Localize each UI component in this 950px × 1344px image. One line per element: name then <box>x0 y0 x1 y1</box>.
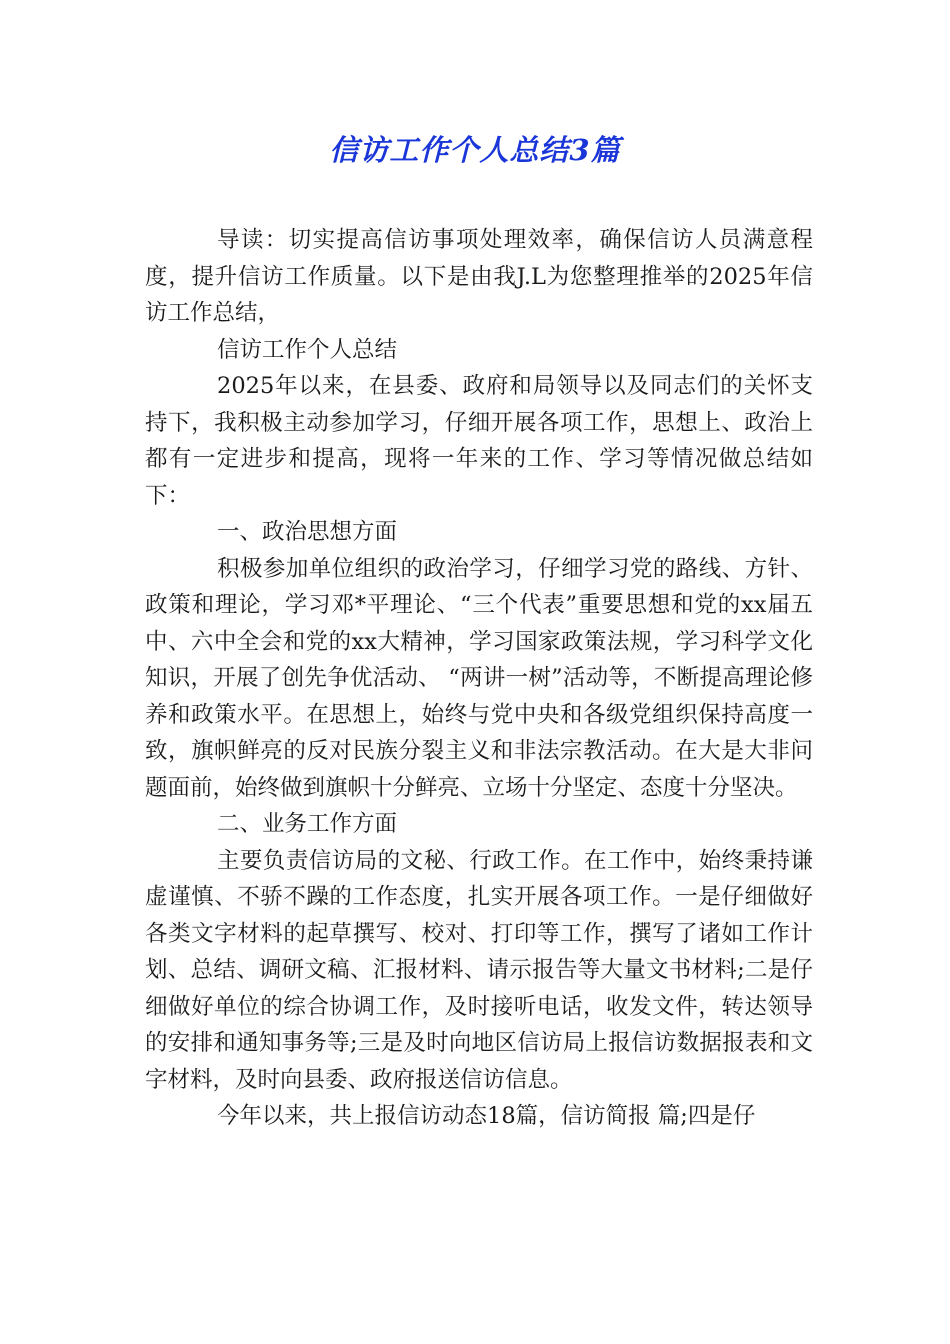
intro-paragraph: 导读：切实提高信访事项处理效率，确保信访人员满意程度，提升信访工作质量。以下是由我J.L为您整理推举的2025年信访工作总结， <box>145 227 813 326</box>
body-paragraph: 积极参加单位组织的政治学习，仔细学习党的路线、方针、政策和理论，学习邓*平理论、“三个代表”重要思想和党的xx届五中、六中全会和党的xx大精神，学习国家政策法规，学习科学文化知识，开展了创先争优活动、 “两讲一树”活动等，不断提高理论修养和政策水平。在思想上，始终与党中央和各级党组织保持高度一致，旗帜鲜亮的反对民族分裂主义和非法宗教活动。在大是大非问题面前，始终做到旗帜十分鲜亮、立场十分坚定、态度十分坚决。 <box>145 555 813 801</box>
body-paragraph: 今年以来，共上报信访动态18篇，信访简报 篇;四是仔 <box>217 1103 756 1129</box>
body-paragraph: 主要负责信访局的文秘、行政工作。在工作中，始终秉持谦虚谨慎、不骄不躁的工作态度，扎实开展各项工作。一是仔细做好各类文字材料的起草撰写、校对、打印等工作，撰写了诸如工作计划、总结、调研文稿、汇报材料、请示报告等大量文书材料;二是仔细做好单位的综合协调工作，及时接听电话，收发文件，转达领导的安排和通知事务等;三是及时向地区信访局上报信访数据报表和文字材料，及时向县委、政府报送信访信息。 <box>145 847 813 1093</box>
section-heading: 一、政治思想方面 <box>217 519 398 545</box>
document-title: 信访工作个人总结3篇 <box>329 133 621 167</box>
section-heading: 二、业务工作方面 <box>217 811 398 837</box>
document-body <box>145 222 813 1135</box>
body-paragraph: 2025年以来，在县委、政府和局领导以及同志们的关怀支持下，我积极主动参加学习，仔细开展各项工作，思想上、政治上都有一定进步和提高，现将一年来的工作、学习等情况做总结如下： <box>145 373 813 509</box>
section-heading: 信访工作个人总结 <box>217 336 398 363</box>
